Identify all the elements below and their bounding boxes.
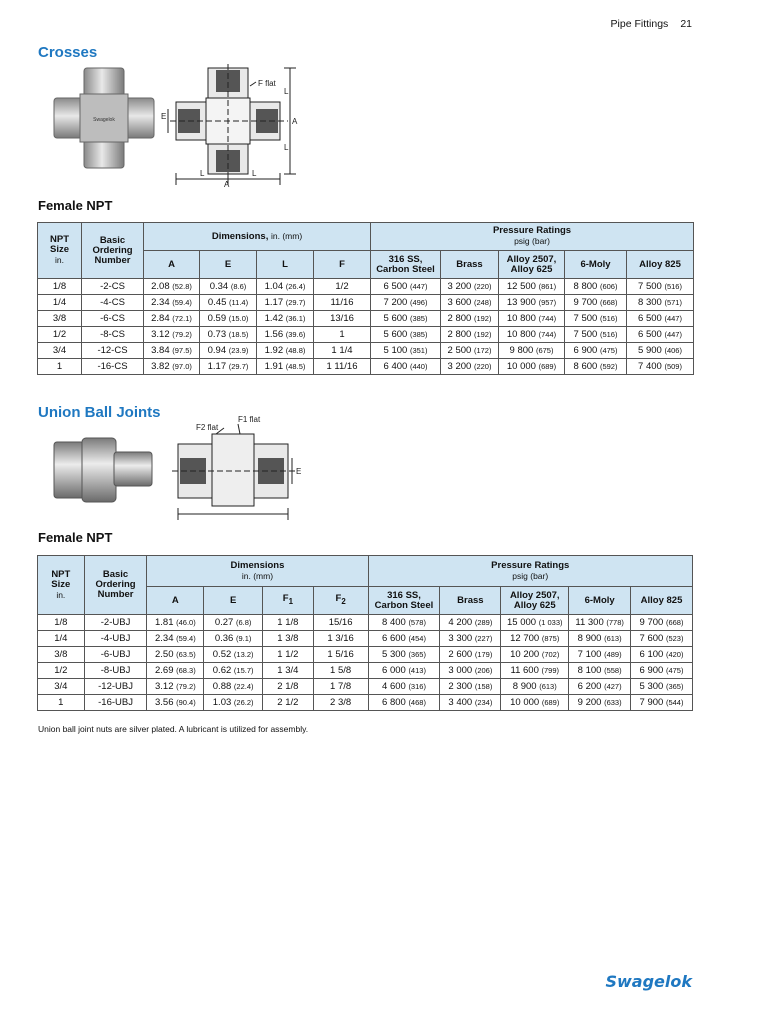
l-label-right-top: L xyxy=(284,87,289,96)
cell-316ss: 5 600 (385) xyxy=(371,327,441,343)
cell-f: 1 1/4 xyxy=(314,343,371,359)
cell-a: 3.12 (79.2) xyxy=(144,327,200,343)
cell-size: 1/2 xyxy=(38,327,82,343)
cell-316ss: 5 100 (351) xyxy=(371,343,441,359)
cell-f2: 15/16 xyxy=(313,615,368,631)
cell-6moly: 7 500 (516) xyxy=(565,311,627,327)
cell-ordering-number: -16-CS xyxy=(82,359,144,375)
cell-6moly: 8 600 (592) xyxy=(565,359,627,375)
cell-316ss: 6 000 (413) xyxy=(368,663,440,679)
cell-alloy2507: 10 200 (702) xyxy=(501,647,569,663)
cell-f: 1 11/16 xyxy=(314,359,371,375)
cell-e: 0.88 (22.4) xyxy=(204,679,263,695)
cell-l: 1.92 (48.8) xyxy=(257,343,314,359)
header-alloy825: Alloy 825 xyxy=(627,251,694,279)
cell-brass: 2 500 (172) xyxy=(441,343,499,359)
union-e-label: E xyxy=(296,467,302,476)
union-header-alloy2507: Alloy 2507, Alloy 625 xyxy=(501,587,569,615)
cell-6moly: 9 200 (633) xyxy=(569,695,631,711)
cell-alloy825: 7 500 (516) xyxy=(627,279,694,295)
cell-brass: 2 600 (179) xyxy=(440,647,501,663)
cell-ordering-number: -12-UBJ xyxy=(84,679,147,695)
page-number: 21 xyxy=(680,18,692,30)
l-label-right-bottom: L xyxy=(284,143,289,152)
a-label-bottom: A xyxy=(224,180,230,188)
cell-316ss: 6 800 (468) xyxy=(368,695,440,711)
union-subtitle: Female NPT xyxy=(38,530,113,545)
cell-e: 0.34 (8.6) xyxy=(200,279,257,295)
f-flat-label: F flat xyxy=(258,79,276,88)
cell-size: 3/4 xyxy=(38,343,82,359)
cell-size: 1/2 xyxy=(38,663,85,679)
cell-e: 0.73 (18.5) xyxy=(200,327,257,343)
table-row xyxy=(38,279,694,295)
cell-6moly: 7 100 (489) xyxy=(569,647,631,663)
cell-brass: 3 200 (220) xyxy=(441,359,499,375)
union-header-brass: Brass xyxy=(440,587,501,615)
cell-316ss: 5 600 (385) xyxy=(371,311,441,327)
cell-f: 1 xyxy=(314,327,371,343)
header-npt-size: NPT Size in. xyxy=(38,223,82,279)
cell-f1: 2 1/2 xyxy=(263,695,314,711)
cell-f1: 2 1/8 xyxy=(263,679,314,695)
cross-dimension-drawing xyxy=(160,64,300,188)
cell-6moly: 8 800 (606) xyxy=(565,279,627,295)
cross-fitting-photo xyxy=(52,66,156,170)
table-row xyxy=(38,359,694,375)
union-table xyxy=(37,555,693,711)
header-6moly: 6-Moly xyxy=(565,251,627,279)
cell-size: 1/8 xyxy=(38,615,85,631)
table-row xyxy=(38,679,693,695)
cell-316ss: 6 400 (440) xyxy=(371,359,441,375)
cell-6moly: 11 300 (778) xyxy=(569,615,631,631)
cell-alloy825: 7 600 (523) xyxy=(631,631,693,647)
cell-6moly: 8 100 (558) xyxy=(569,663,631,679)
cell-size: 1/4 xyxy=(38,295,82,311)
header-pressure-ratings: Pressure Ratings psig (bar) xyxy=(371,223,694,251)
header-alloy2507: Alloy 2507, Alloy 625 xyxy=(499,251,565,279)
cell-f1: 1 3/8 xyxy=(263,631,314,647)
cell-f2: 1 7/8 xyxy=(313,679,368,695)
table-row xyxy=(38,343,694,359)
header-section: Pipe Fittings xyxy=(610,18,669,30)
table-row xyxy=(38,295,694,311)
cell-brass: 3 300 (227) xyxy=(440,631,501,647)
cell-alloy825: 5 300 (365) xyxy=(631,679,693,695)
cell-size: 1 xyxy=(38,695,85,711)
cell-ordering-number: -4-UBJ xyxy=(84,631,147,647)
cell-alloy825: 6 500 (447) xyxy=(627,311,694,327)
union-header-f1: $F_1$ xyxy=(263,587,314,615)
cell-a: 3.12 (79.2) xyxy=(147,679,204,695)
cell-brass: 2 800 (192) xyxy=(441,327,499,343)
cell-f1: 1 1/2 xyxy=(263,647,314,663)
photo-brand-label: Swagelok xyxy=(93,117,115,123)
union-header-a: A xyxy=(147,587,204,615)
cell-alloy2507: 12 500 (861) xyxy=(499,279,565,295)
cell-size: 1 xyxy=(38,359,82,375)
cell-l: 1.17 (29.7) xyxy=(257,295,314,311)
cell-f: 1/2 xyxy=(314,279,371,295)
cell-ordering-number: -4-CS xyxy=(82,295,144,311)
cell-316ss: 4 600 (316) xyxy=(368,679,440,695)
cell-alloy825: 6 100 (420) xyxy=(631,647,693,663)
cell-size: 1/8 xyxy=(38,279,82,295)
cell-e: 0.27 (6.8) xyxy=(204,615,263,631)
cell-size: 3/8 xyxy=(38,311,82,327)
cell-a: 1.81 (46.0) xyxy=(147,615,204,631)
cell-brass: 2 800 (192) xyxy=(441,311,499,327)
cell-f: 11/16 xyxy=(314,295,371,311)
cell-a: 2.08 (52.8) xyxy=(144,279,200,295)
cell-alloy2507: 12 700 (875) xyxy=(501,631,569,647)
cell-ordering-number: -8-UBJ xyxy=(84,663,147,679)
cell-e: 0.52 (13.2) xyxy=(204,647,263,663)
cell-e: 1.17 (29.7) xyxy=(200,359,257,375)
cell-alloy2507: 10 800 (744) xyxy=(499,311,565,327)
cell-a: 3.84 (97.5) xyxy=(144,343,200,359)
cell-e: 0.36 (9.1) xyxy=(204,631,263,647)
cell-316ss: 6 500 (447) xyxy=(371,279,441,295)
header-a: A xyxy=(144,251,200,279)
cell-l: 1.04 (26.4) xyxy=(257,279,314,295)
union-title: Union Ball Joints xyxy=(38,404,161,421)
cell-brass: 3 200 (220) xyxy=(441,279,499,295)
header-f: F xyxy=(314,251,371,279)
table-row xyxy=(38,327,694,343)
cell-f2: 1 3/16 xyxy=(313,631,368,647)
cell-brass: 3 400 (234) xyxy=(440,695,501,711)
union-header-6moly: 6-Moly xyxy=(569,587,631,615)
cell-316ss: 6 600 (454) xyxy=(368,631,440,647)
cell-316ss: 7 200 (496) xyxy=(371,295,441,311)
cell-alloy825: 7 900 (544) xyxy=(631,695,693,711)
cell-a: 2.34 (59.4) xyxy=(144,295,200,311)
table-row xyxy=(38,647,693,663)
cell-e: 0.94 (23.9) xyxy=(200,343,257,359)
union-header-pressure-ratings: Pressure Ratings psig (bar) xyxy=(368,556,693,587)
l-label-bottom-left: L xyxy=(200,169,205,178)
union-header-316ss: 316 SS, Carbon Steel xyxy=(368,587,440,615)
header-l: L xyxy=(257,251,314,279)
cell-alloy2507: 10 000 (689) xyxy=(501,695,569,711)
cell-a: 3.56 (90.4) xyxy=(147,695,204,711)
e-label: E xyxy=(161,112,167,121)
cell-f1: 1 3/4 xyxy=(263,663,314,679)
cell-316ss: 8 400 (578) xyxy=(368,615,440,631)
cell-6moly: 6 900 (475) xyxy=(565,343,627,359)
cell-alloy2507: 10 800 (744) xyxy=(499,327,565,343)
cell-ordering-number: -6-UBJ xyxy=(84,647,147,663)
cell-e: 0.45 (11.4) xyxy=(200,295,257,311)
cell-a: 2.69 (68.3) xyxy=(147,663,204,679)
table-row xyxy=(38,631,693,647)
cell-l: 1.56 (39.6) xyxy=(257,327,314,343)
cell-ordering-number: -6-CS xyxy=(82,311,144,327)
cell-a: 3.82 (97.0) xyxy=(144,359,200,375)
cell-316ss: 5 300 (365) xyxy=(368,647,440,663)
cell-alloy2507: 9 800 (675) xyxy=(499,343,565,359)
cell-alloy825: 9 700 (668) xyxy=(631,615,693,631)
f1-flat-label: F1 flat xyxy=(238,415,261,424)
union-fitting-photo xyxy=(52,432,156,506)
cell-f1: 1 1/8 xyxy=(263,615,314,631)
cell-alloy825: 6 500 (447) xyxy=(627,327,694,343)
swagelok-logo: Swagelok xyxy=(605,972,692,991)
a-label-right: A xyxy=(292,117,298,126)
cell-alloy2507: 13 900 (957) xyxy=(499,295,565,311)
cell-ordering-number: -12-CS xyxy=(82,343,144,359)
cell-ordering-number: -8-CS xyxy=(82,327,144,343)
cell-alloy825: 7 400 (509) xyxy=(627,359,694,375)
union-header-ordering-number: Basic Ordering Number xyxy=(84,556,147,615)
cell-f: 13/16 xyxy=(314,311,371,327)
cell-6moly: 8 900 (613) xyxy=(569,631,631,647)
header-e: E xyxy=(200,251,257,279)
cell-alloy2507: 15 000 (1 033) xyxy=(501,615,569,631)
cell-alloy825: 8 300 (571) xyxy=(627,295,694,311)
cell-brass: 2 300 (158) xyxy=(440,679,501,695)
cell-e: 1.03 (26.2) xyxy=(204,695,263,711)
union-note: Union ball joint nuts are silver plated. A lubricant is utilized for assembly. xyxy=(38,724,309,734)
cell-alloy2507: 10 000 (689) xyxy=(499,359,565,375)
table-row xyxy=(38,615,693,631)
cell-f2: 1 5/8 xyxy=(313,663,368,679)
cell-alloy2507: 8 900 (613) xyxy=(501,679,569,695)
cell-e: 0.59 (15.0) xyxy=(200,311,257,327)
cell-size: 3/4 xyxy=(38,679,85,695)
cell-ordering-number: -16-UBJ xyxy=(84,695,147,711)
cell-a: 2.84 (72.1) xyxy=(144,311,200,327)
cell-a: 2.34 (59.4) xyxy=(147,631,204,647)
header-ordering-number: Basic Ordering Number xyxy=(82,223,144,279)
cell-e: 0.62 (15.7) xyxy=(204,663,263,679)
cell-6moly: 6 200 (427) xyxy=(569,679,631,695)
cell-f2: 1 5/16 xyxy=(313,647,368,663)
f2-flat-label: F2 flat xyxy=(196,423,219,432)
header-dimensions: Dimensions, in. (mm) xyxy=(144,223,371,251)
cell-size: 1/4 xyxy=(38,631,85,647)
union-header-alloy825: Alloy 825 xyxy=(631,587,693,615)
crosses-subtitle: Female NPT xyxy=(38,198,113,213)
cell-ordering-number: -2-UBJ xyxy=(84,615,147,631)
union-dimension-drawing xyxy=(168,410,308,522)
union-header-f2: $F_2$ xyxy=(313,587,368,615)
cell-l: 1.91 (48.5) xyxy=(257,359,314,375)
crosses-table xyxy=(37,222,694,375)
cell-brass: 4 200 (289) xyxy=(440,615,501,631)
page-header xyxy=(611,18,692,30)
cell-l: 1.42 (36.1) xyxy=(257,311,314,327)
cell-a: 2.50 (63.5) xyxy=(147,647,204,663)
union-header-e: E xyxy=(204,587,263,615)
cell-alloy825: 5 900 (406) xyxy=(627,343,694,359)
table-row xyxy=(38,311,694,327)
crosses-title: Crosses xyxy=(38,44,98,61)
table-row xyxy=(38,695,693,711)
cell-brass: 3 000 (206) xyxy=(440,663,501,679)
cell-6moly: 9 700 (668) xyxy=(565,295,627,311)
cell-brass: 3 600 (248) xyxy=(441,295,499,311)
cell-ordering-number: -2-CS xyxy=(82,279,144,295)
union-header-npt-size: NPT Size in. xyxy=(38,556,85,615)
header-316ss: 316 SS, Carbon Steel xyxy=(371,251,441,279)
cell-f2: 2 3/8 xyxy=(313,695,368,711)
cell-alloy2507: 11 600 (799) xyxy=(501,663,569,679)
l-label-bottom-right: L xyxy=(252,169,257,178)
cell-alloy825: 6 900 (475) xyxy=(631,663,693,679)
header-brass: Brass xyxy=(441,251,499,279)
union-header-dimensions: Dimensions in. (mm) xyxy=(147,556,368,587)
cell-6moly: 7 500 (516) xyxy=(565,327,627,343)
table-row xyxy=(38,663,693,679)
cell-size: 3/8 xyxy=(38,647,85,663)
